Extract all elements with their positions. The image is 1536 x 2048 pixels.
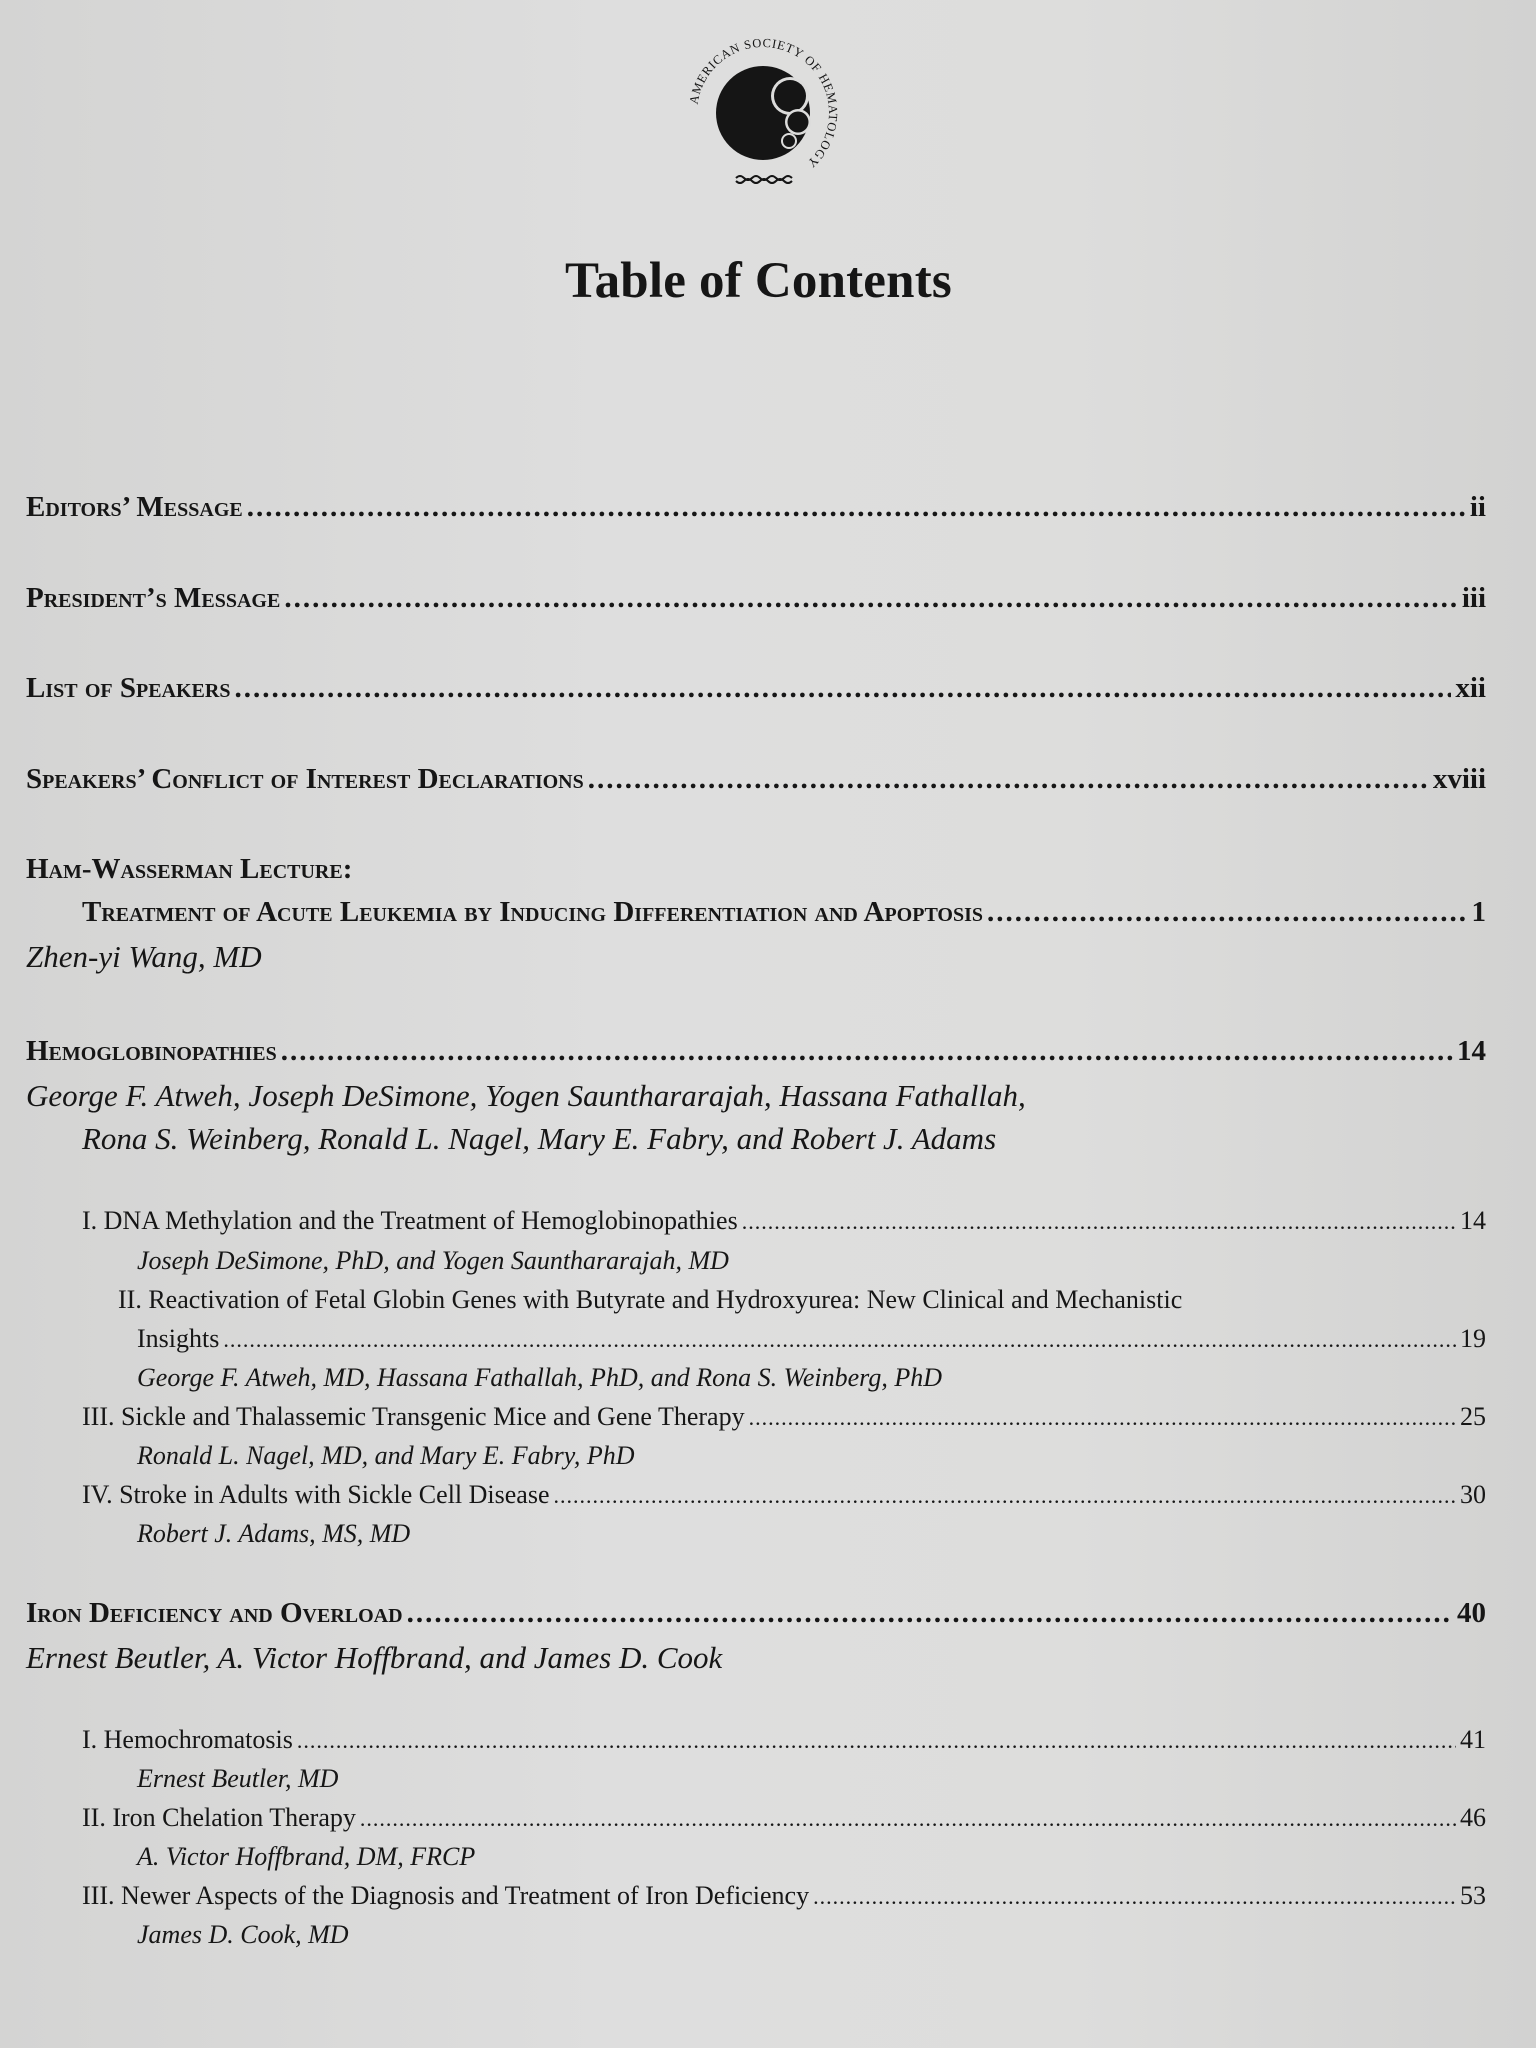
toc-subentry-title: II. Iron Chelation Therapy [82, 1803, 356, 1832]
toc-entry-label: Speakers’ Conflict of Interest Declarations [26, 763, 584, 795]
toc-page-number: 30 [1460, 1480, 1486, 1509]
section-authors: Ernest Beutler, A. Victor Hoffbrand, and James D. Cook [26, 1640, 723, 1675]
leader-dots [554, 1483, 1457, 1509]
ash-logo-icon [678, 28, 848, 198]
toc-entry-label: President’s Message [26, 582, 281, 614]
toc-entry-ham-wasserman-lecture[interactable] [82, 896, 1486, 929]
leader-dots [234, 672, 1451, 705]
toc-page-number: 1 [1471, 896, 1486, 928]
toc-page-number: 46 [1460, 1803, 1486, 1832]
toc-subentry-title: IV. Stroke in Adults with Sickle Cell Disease [82, 1480, 550, 1509]
toc-page-number: 40 [1457, 1597, 1486, 1629]
toc-page-number: 19 [1460, 1324, 1486, 1353]
toc-entry-hemoglobinopathies[interactable] [26, 1035, 1486, 1068]
toc-page-number: 14 [1460, 1206, 1486, 1235]
toc-entry-conflict-of-interest[interactable] [26, 763, 1486, 796]
leader-dots [588, 763, 1429, 796]
leader-dots [407, 1597, 1453, 1630]
toc-page-number: xviii [1432, 763, 1486, 795]
toc-page-number: 53 [1460, 1881, 1486, 1910]
section-authors-continued: Rona S. Weinberg, Ronald L. Nagel, Mary E. Fabry, and Robert J. Adams [82, 1121, 997, 1156]
leader-dots [223, 1327, 1456, 1353]
leader-dots [742, 1209, 1456, 1235]
toc-page-number: iii [1461, 582, 1486, 614]
toc-page-number: ii [1469, 491, 1486, 523]
section-authors: Zhen-yi Wang, MD [26, 939, 262, 974]
toc-entry-label: Hemoglobinopathies [26, 1035, 277, 1067]
toc-subentry-authors: Joseph DeSimone, PhD, and Yogen Saunthararajah, MD [137, 1246, 729, 1275]
page-title: Table of Contents [565, 253, 952, 309]
toc-entry-label: Treatment of Acute Leukemia by Inducing Differentiation and Apoptosis [82, 896, 984, 928]
leader-dots [297, 1728, 1456, 1754]
toc-subentry-authors: Robert J. Adams, MS, MD [137, 1519, 411, 1548]
toc-entry-label: List of Speakers [26, 672, 231, 704]
toc-subentry-authors: A. Victor Hoffbrand, DM, FRCP [137, 1842, 476, 1871]
toc-subentry[interactable] [82, 1803, 1486, 1833]
leader-dots [360, 1806, 1456, 1832]
toc-subentry[interactable] [82, 1881, 1486, 1911]
leader-dots [247, 491, 1466, 524]
toc-subentry[interactable] [82, 1206, 1486, 1236]
toc-page-number: 41 [1460, 1725, 1486, 1754]
toc-subentry-authors: James D. Cook, MD [137, 1920, 349, 1949]
toc-subentry-authors: Ernest Beutler, MD [137, 1764, 339, 1793]
toc-page-number: 14 [1457, 1035, 1486, 1067]
toc-subentry-title: I. DNA Methylation and the Treatment of Hemoglobinopathies [82, 1206, 738, 1235]
toc-page-number: xii [1455, 672, 1486, 704]
section-authors: George F. Atweh, Joseph DeSimone, Yogen Saunthararajah, Hassana Fathallah, [26, 1078, 1026, 1113]
leader-dots [281, 1035, 1453, 1068]
toc-subentry-authors: George F. Atweh, MD, Hassana Fathallah, PhD, and Rona S. Weinberg, PhD [137, 1363, 942, 1392]
leader-dots [749, 1405, 1456, 1431]
toc-subentry-title[interactable]: II. Reactivation of Fetal Globin Genes with Butyrate and Hydroxyurea: New Clinical and Mechanistic [118, 1285, 1183, 1314]
leader-dots [813, 1884, 1456, 1910]
toc-page-number: 25 [1460, 1402, 1486, 1431]
toc-subentry[interactable] [137, 1324, 1486, 1354]
toc-subentry[interactable] [82, 1725, 1486, 1755]
toc-entry-editors-message[interactable] [26, 491, 1486, 524]
toc-entry-label: Editors’ Message [26, 491, 243, 523]
toc-entry-list-of-speakers[interactable] [26, 672, 1486, 705]
section-heading-ham-wasserman: Ham-Wasserman Lecture: [26, 853, 353, 885]
toc-subentry-title: III. Newer Aspects of the Diagnosis and Treatment of Iron Deficiency [82, 1881, 810, 1910]
toc-entry-label: Iron Deficiency and Overload [26, 1597, 403, 1629]
toc-entry-iron-deficiency[interactable] [26, 1597, 1486, 1630]
toc-subentry[interactable] [82, 1480, 1486, 1510]
svg-text:AMERICAN SOCIETY OF HEMATOLOGY: AMERICAN SOCIETY OF HEMATOLOGY [686, 35, 841, 171]
toc-subentry-title: III. Sickle and Thalassemic Transgenic Mice and Gene Therapy [82, 1402, 745, 1431]
toc-subentry-title: I. Hemochromatosis [82, 1725, 293, 1754]
toc-subentry[interactable] [82, 1402, 1486, 1432]
leader-dots [284, 582, 1458, 615]
toc-entry-presidents-message[interactable] [26, 582, 1486, 615]
toc-subentry-title-continued: Insights [137, 1324, 220, 1353]
leader-dots [987, 896, 1467, 929]
toc-subentry-authors: Ronald L. Nagel, MD, and Mary E. Fabry, PhD [137, 1441, 635, 1470]
